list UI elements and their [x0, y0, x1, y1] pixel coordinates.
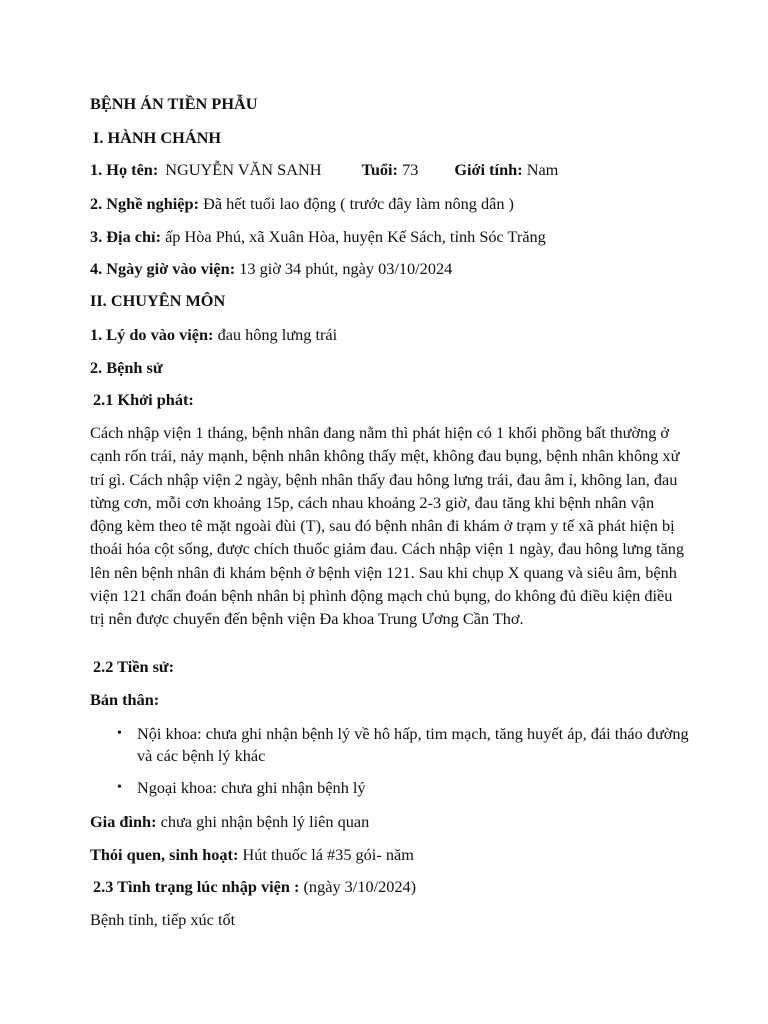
list-item-surgical: Ngoại khoa: chưa ghi nhận bệnh lý [137, 778, 366, 797]
reason-label: 1. Lý do vào viện: [90, 325, 214, 344]
age-label: Tuổi: [361, 160, 398, 179]
section-heading-administrative: I. HÀNH CHÁNH [93, 128, 221, 147]
self-history-label: Bản thân: [90, 690, 160, 709]
patient-name: NGUYỄN VĂN SANH [165, 160, 322, 179]
address-label: 3. Địa chỉ: [90, 227, 161, 246]
history-heading: 2. Bệnh sử [90, 358, 163, 377]
habits-line [90, 845, 414, 865]
admission-status-heading: 2.3 Tình trạng lúc nhập viện : (ngày 3/10/2024) [93, 877, 417, 896]
patient-sex: Nam [526, 160, 559, 179]
name-label: 1. Họ tên: [90, 160, 159, 179]
admission-time-line [90, 259, 452, 279]
address-line [90, 227, 546, 247]
family-value: chưa ghi nhận bệnh lý liên quan [160, 812, 370, 831]
onset-heading: 2.1 Khởi phát: [93, 390, 194, 409]
occupation-label: 2. Nghề nghiệp: [90, 194, 200, 213]
admission-label: 4. Ngày giờ vào viện: [90, 259, 236, 278]
reason-value: đau hông lưng trái [217, 325, 338, 344]
habits-value: Hút thuốc lá #35 gói- năm [242, 845, 414, 864]
past-history-heading: 2.2 Tiền sử: [93, 657, 175, 676]
family-history-line [90, 812, 369, 832]
admission-status-text: Bệnh tỉnh, tiếp xúc tốt [90, 910, 236, 929]
address-value: ấp Hòa Phú, xã Xuân Hòa, huyện Kế Sách, tỉnh Sóc Trăng [165, 227, 546, 246]
section-heading-specialty: II. CHUYÊN MÔN [90, 291, 226, 310]
patient-age: 73 [402, 160, 419, 179]
document-title: BỆNH ÁN TIỀN PHẪU [90, 94, 258, 113]
onset-paragraph: Cách nhập viện 1 tháng, bệnh nhân đang nằm thì phát hiện có 1 khối phồng bất thường ở cạnh rốn trái, nảy mạnh, bệnh nhân không thấy mệt, không đau bụng, bệnh nhân không xử trí gì. Cách nhập viện 2 ngày, bệnh nhân thấy đau hông lưng trái, đau âm ỉ, không lan, đau từng cơn, mỗi cơn khoảng 15p, cách nhau khoảng 2-3 giờ, đau tăng khi bệnh nhân vận động kèm theo tê mặt ngoài đùi (T), sau đó bệnh nhân đi khám ở trạm y tế xã phát hiện bị thoái hóa cột sống, được chích thuốc giảm đau. Cách nhập viện 1 ngày, đau hông lưng tăng lên nên bệnh nhân đi khám bệnh ở bệnh viện 121. Sau khi chụp X quang và siêu âm, bệnh viện 121 chẩn đoán bệnh nhân bị phình động mạch chủ bụng, do không đủ điều kiện điều trị nên được chuyển đến bệnh viện Đa khoa Trung Ương Cần Thơ. [90, 423, 685, 629]
reason-line [90, 325, 337, 345]
bullet-icon: • [117, 726, 122, 741]
admission-value: 13 giờ 34 phút, ngày 03/10/2024 [239, 259, 453, 278]
occupation-value: Đã hết tuổi lao động ( trước đây làm nông dân ) [203, 194, 514, 213]
patient-name-line [90, 160, 558, 180]
list-item-internal: Nội khoa: chưa ghi nhận bệnh lý về hô hấp, tim mạch, tăng huyết áp, đái tháo đường và các bệnh lý khác [137, 724, 689, 765]
admission-status-date: (ngày 3/10/2024) [303, 877, 417, 896]
family-label: Gia đình: [90, 812, 157, 831]
sex-label: Giới tính: [454, 160, 523, 179]
bullet-icon: • [117, 780, 122, 795]
occupation-line [90, 194, 514, 214]
habits-label: Thói quen, sinh hoạt: [90, 845, 239, 864]
